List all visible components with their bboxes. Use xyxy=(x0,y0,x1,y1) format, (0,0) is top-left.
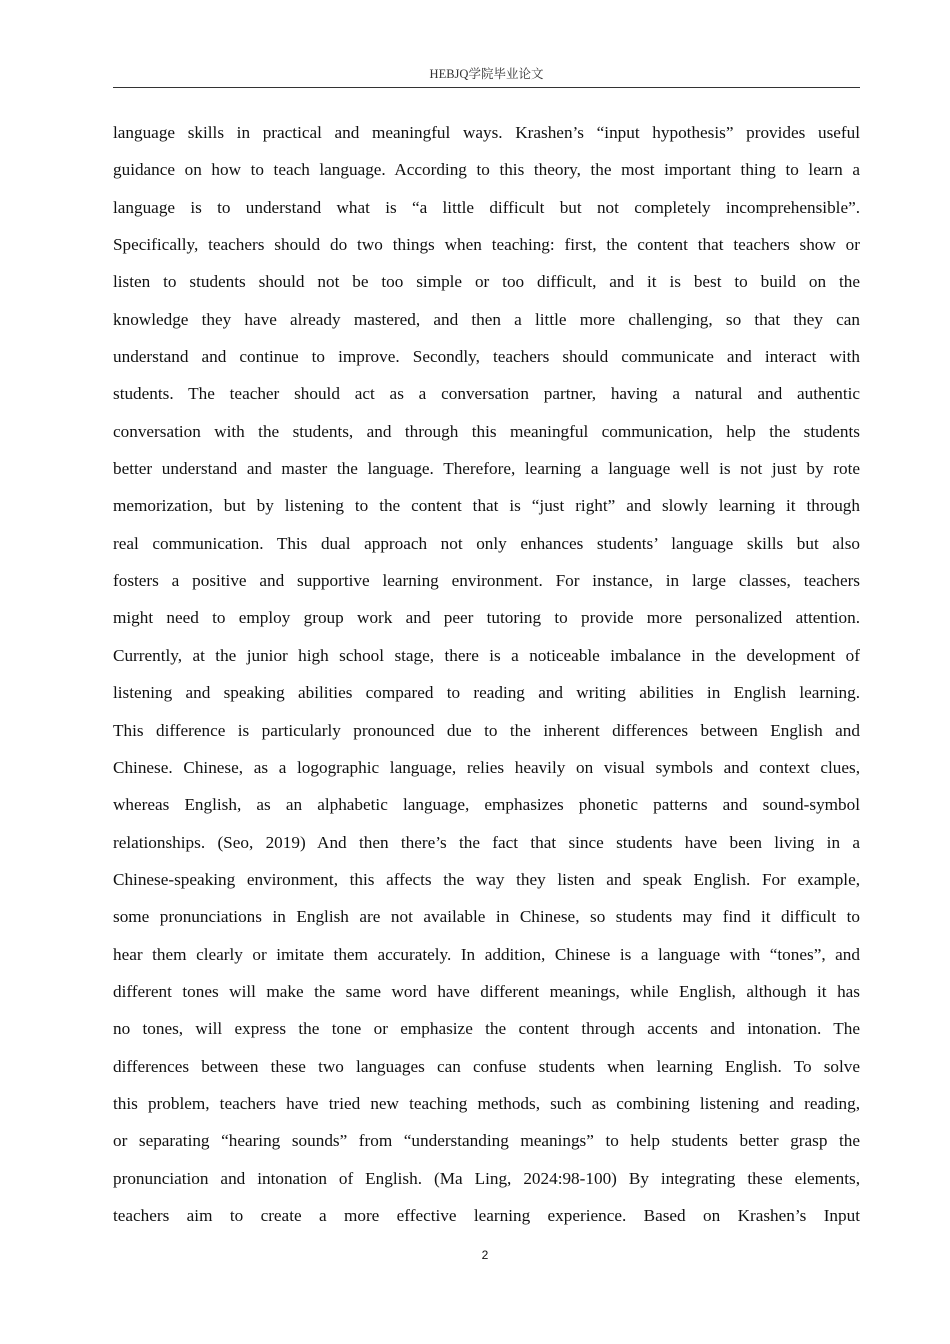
running-header: HEBJQ学院毕业论文 xyxy=(429,67,544,81)
text-line: understand and continue to improve. Secondly, teachers should communicate and interact with xyxy=(113,347,860,367)
text-line: differences between these two languages can confuse students when learning English. To solve xyxy=(113,1056,860,1076)
text-line: teachers aim to create a more effective learning experience. Based on Krashen’s Input xyxy=(113,1205,860,1225)
text-line: listen to students should not be too simple or too difficult, and it is best to build on the xyxy=(113,272,860,292)
text-line: whereas English, as an alphabetic language, emphasizes phonetic patterns and sound-symbol xyxy=(113,795,860,815)
text-line: no tones, will express the tone or emphasize the content through accents and intonation. The xyxy=(113,1019,860,1039)
text-line: Currently, at the junior high school stage, there is a noticeable imbalance in the development of xyxy=(113,645,860,665)
text-line: better understand and master the language. Therefore, learning a language well is not just by rote xyxy=(113,459,860,479)
text-line: fosters a positive and supportive learning environment. For instance, in large classes, teachers xyxy=(113,571,860,591)
page-number: 2 xyxy=(481,1248,489,1262)
text-line: hear them clearly or imitate them accurately. In addition, Chinese is a language with “tones”, and xyxy=(113,944,860,964)
text-line: this problem, teachers have tried new teaching methods, such as combining listening and reading, xyxy=(113,1093,860,1113)
text-line: different tones will make the same word have different meanings, while English, although it has xyxy=(113,981,860,1001)
text-line: language is to understand what is “a little difficult but not completely incomprehensible”. xyxy=(113,197,860,217)
text-line: Chinese. Chinese, as a logographic language, relies heavily on visual symbols and context clues, xyxy=(113,757,860,777)
text-line: real communication. This dual approach not only enhances students’ language skills but also xyxy=(113,533,860,553)
text-line: conversation with the students, and through this meaningful communication, help the students xyxy=(113,421,860,441)
text-line: some pronunciations in English are not available in Chinese, so students may find it difficult to xyxy=(113,907,860,927)
text-line: Chinese-speaking environment, this affects the way they listen and speak English. For example, xyxy=(113,869,860,889)
text-line: pronunciation and intonation of English. (Ma Ling, 2024:98-100) By integrating these elements, xyxy=(113,1168,860,1188)
body-paragraph xyxy=(113,119,860,1239)
text-line: This difference is particularly pronounced due to the inherent differences between English and xyxy=(113,720,860,740)
text-line: or separating “hearing sounds” from “understanding meanings” to help students better grasp the xyxy=(113,1131,860,1151)
text-line: students. The teacher should act as a conversation partner, having a natural and authentic xyxy=(113,384,860,404)
text-line: might need to employ group work and peer tutoring to provide more personalized attention. xyxy=(113,608,860,628)
header-divider xyxy=(113,87,860,88)
text-line: listening and speaking abilities compared to reading and writing abilities in English learning. xyxy=(113,683,860,703)
text-line: relationships. (Seo, 2019) And then there’s the fact that since students have been living in a xyxy=(113,832,860,852)
text-line: language skills in practical and meaningful ways. Krashen’s “input hypothesis” provides useful xyxy=(113,123,860,142)
text-line: knowledge they have already mastered, and then a little more challenging, so that they can xyxy=(113,309,860,329)
text-line: guidance on how to teach language. According to this theory, the most important thing to learn a xyxy=(113,160,860,180)
text-line: memorization, but by listening to the content that is “just right” and slowly learning it through xyxy=(113,496,860,516)
text-line: Specifically, teachers should do two things when teaching: first, the content that teachers show or xyxy=(113,235,860,255)
